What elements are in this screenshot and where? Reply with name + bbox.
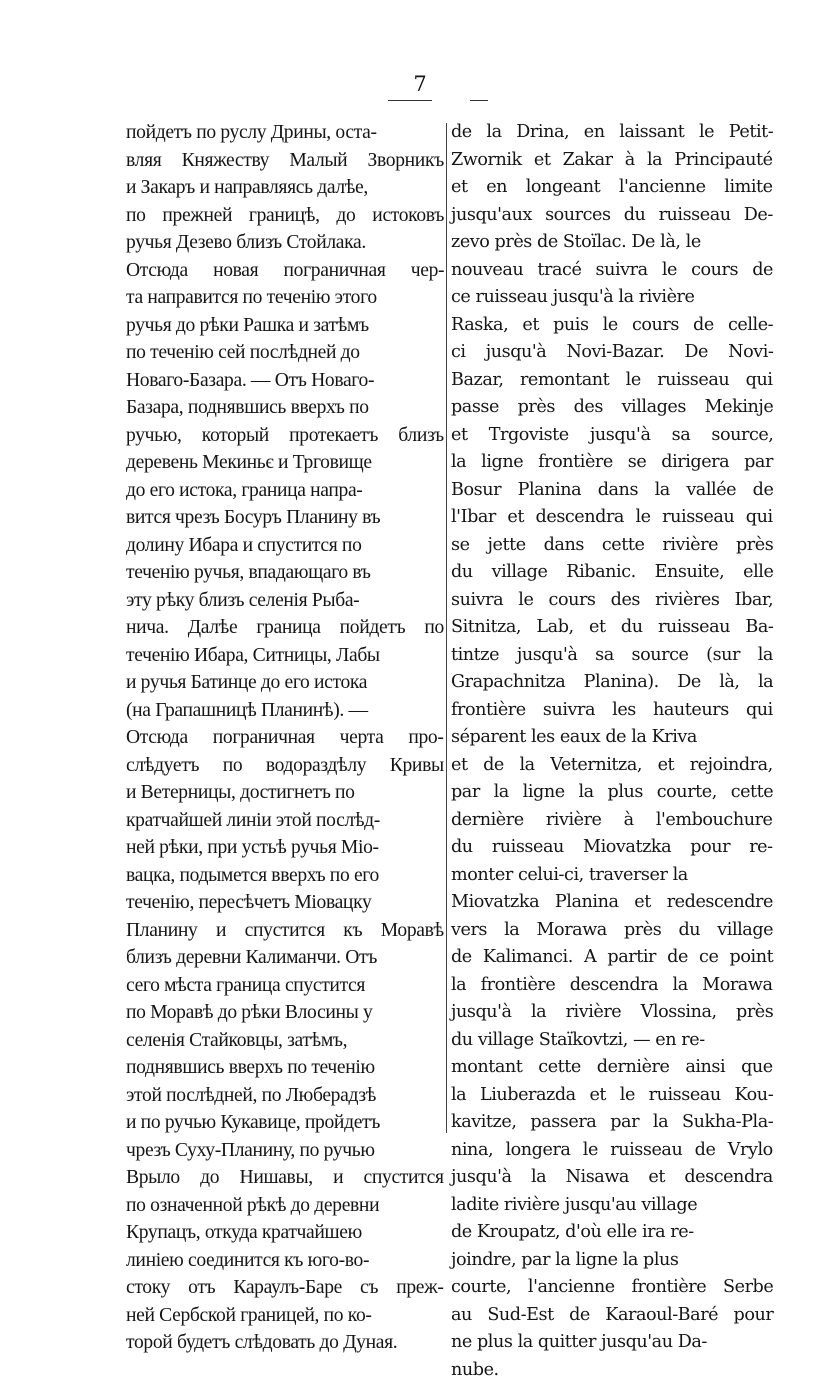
text-line: поднявшись вверхъ по теченію [126, 1054, 444, 1082]
text-line: слѣдуетъ по водораздѣлу Кривы [126, 752, 444, 780]
text-line: joindre, par la ligne la plus [451, 1247, 773, 1275]
text-line: теченію, пересѣчетъ Міовацку [126, 889, 444, 917]
text-line: la Liuberazda et le ruisseau Kou- [451, 1082, 773, 1110]
text-line: и Закаръ и направляясь далѣе, [126, 174, 444, 202]
text-line: jusqu'à la Nisawa et descendra [451, 1164, 773, 1192]
text-line: la frontière descendra la Morawa [451, 972, 773, 1000]
text-line: monter celui-ci, traverser la [451, 862, 773, 890]
column-divider [446, 123, 447, 1133]
text-line: этой послѣдней, по Люберадзѣ [126, 1082, 444, 1110]
text-line: деревень Мекиньє и Трговище [126, 449, 444, 477]
text-line: et de la Veternitza, et rejoindra, [451, 752, 773, 780]
text-line: вится чрезъ Босуръ Планину въ [126, 504, 444, 532]
text-line: ручья Дезево близъ Стойлака. [126, 229, 444, 257]
text-line: нича. Далѣе граница пойдетъ по [126, 614, 444, 642]
text-line: nina, longera le ruisseau de Vrylo [451, 1137, 773, 1165]
text-line: Bazar, remontant le ruisseau qui [451, 367, 773, 395]
text-line: вацка, подымется вверхъ по его [126, 862, 444, 890]
text-line: близъ деревни Калиманчи. Отъ [126, 944, 444, 972]
text-line: par la ligne la plus courte, cette [451, 779, 773, 807]
text-line: tintze jusqu'à sa source (sur la [451, 642, 773, 670]
russian-column [126, 119, 444, 1357]
header-rule-left [388, 100, 432, 101]
text-line: Zwornik et Zakar à la Principauté [451, 147, 773, 175]
text-line: теченію Ибара, Ситницы, Лабы [126, 642, 444, 670]
text-line: Врыло до Нишавы, и спустится [126, 1164, 444, 1192]
text-line: Планину и спустится къ Моравѣ [126, 917, 444, 945]
text-line: et Trgoviste jusqu'à sa source, [451, 422, 773, 450]
text-line: ней Сербской границей, по ко- [126, 1302, 444, 1330]
text-line: suivra le cours des rivières Ibar, [451, 587, 773, 615]
text-line: кратчайшей линіи этой послѣд- [126, 807, 444, 835]
text-line: торой будетъ слѣдовать до Дуная. [126, 1329, 444, 1357]
text-line: dernière rivière à l'embouchure [451, 807, 773, 835]
text-line: по прежней границѣ, до истоковъ [126, 202, 444, 230]
text-line: ручью, который протекаетъ близъ [126, 422, 444, 450]
text-line: de la Drina, en laissant le Petit- [451, 119, 773, 147]
text-line: au Sud-Est de Karaoul-Baré pour [451, 1302, 773, 1330]
text-line: ne plus la quitter jusqu'au Da- [451, 1329, 773, 1357]
text-line: nube. [451, 1357, 773, 1384]
text-line: Sitnitza, Lab, et du ruisseau Ba- [451, 614, 773, 642]
text-line: frontière suivra les hauteurs qui [451, 697, 773, 725]
text-line: Miovatzka Planina et redescendre [451, 889, 773, 917]
text-line: по теченію сей послѣдней до [126, 339, 444, 367]
text-line: et en longeant l'ancienne limite [451, 174, 773, 202]
text-line: пойдетъ по руслу Дрины, оста- [126, 119, 444, 147]
text-line: ручья до рѣки Рашка и затѣмъ [126, 312, 444, 340]
text-line: Новаго-Базара. — Отъ Новаго- [126, 367, 444, 395]
text-line: вляя Княжеству Малый Зворникъ [126, 147, 444, 175]
text-line: Отсюда пограничная черта про- [126, 724, 444, 752]
text-line: ней рѣки, при устьѣ ручья Міо- [126, 834, 444, 862]
text-line: jusqu'à la rivière Vlossina, près [451, 999, 773, 1027]
text-line: l'Ibar et descendra le ruisseau qui [451, 504, 773, 532]
text-line: стоку отъ Караулъ-Баре съ преж- [126, 1274, 444, 1302]
text-line: de Kroupatz, d'où elle ira re- [451, 1219, 773, 1247]
text-line: до его истока, граница напра- [126, 477, 444, 505]
text-line: se jette dans cette rivière près [451, 532, 773, 560]
text-line: séparent les eaux de la Kriva [451, 724, 773, 752]
text-line: селенія Стайковцы, затѣмъ, [126, 1027, 444, 1055]
text-line: по означенной рѣкѣ до деревни [126, 1192, 444, 1220]
text-line: Базара, поднявшись вверхъ по [126, 394, 444, 422]
text-line: теченію ручья, впадающаго въ [126, 559, 444, 587]
text-line: по Моравѣ до рѣки Влосины у [126, 999, 444, 1027]
text-line: чрезъ Суху-Планину, по ручью [126, 1137, 444, 1165]
text-line: kavitze, passera par la Sukha-Pla- [451, 1109, 773, 1137]
header-rule-right [470, 100, 488, 101]
text-line: du ruisseau Miovatzka pour re- [451, 834, 773, 862]
text-line: долину Ибара и спустится по [126, 532, 444, 560]
text-line: ce ruisseau jusqu'à la rivière [451, 284, 773, 312]
text-line: ci jusqu'à Novi-Bazar. De Novi- [451, 339, 773, 367]
text-line: Bosur Planina dans la vallée de [451, 477, 773, 505]
text-line: jusqu'aux sources du ruisseau De- [451, 202, 773, 230]
french-column [451, 119, 773, 1384]
text-line: Отсюда новая пограничная чер- [126, 257, 444, 285]
text-line: montant cette dernière ainsi que [451, 1054, 773, 1082]
text-line: zevo près de Stoïlac. De là, le [451, 229, 773, 257]
text-line: линіею соединится къ юго-во- [126, 1247, 444, 1275]
page-number: 7 [0, 72, 840, 96]
text-line: эту рѣку близъ селенія Рыба- [126, 587, 444, 615]
text-line: та направится по теченію этого [126, 284, 444, 312]
text-line: nouveau tracé suivra le cours de [451, 257, 773, 285]
text-line: passe près des villages Mekinje [451, 394, 773, 422]
text-line: courte, l'ancienne frontière Serbe [451, 1274, 773, 1302]
text-line: du village Ribanic. Ensuite, elle [451, 559, 773, 587]
text-line: la ligne frontière se dirigera par [451, 449, 773, 477]
text-line: сего мѣста граница спустится [126, 972, 444, 1000]
text-line: и по ручью Кукавице, пройдетъ [126, 1109, 444, 1137]
text-line: de Kalimanci. A partir de ce point [451, 944, 773, 972]
text-line: vers la Morawa près du village [451, 917, 773, 945]
text-line: du village Staïkovtzi, — en re- [451, 1027, 773, 1055]
text-line: Grapachnitza Planina). De là, la [451, 669, 773, 697]
text-line: Raska, et puis le cours de celle- [451, 312, 773, 340]
text-line: и Ветерницы, достигнетъ по [126, 779, 444, 807]
text-line: ladite rivière jusqu'au village [451, 1192, 773, 1220]
text-line: Крупацъ, откуда кратчайшею [126, 1219, 444, 1247]
text-line: (на Грапашницѣ Планинѣ). — [126, 697, 444, 725]
text-line: и ручья Батинце до его истока [126, 669, 444, 697]
